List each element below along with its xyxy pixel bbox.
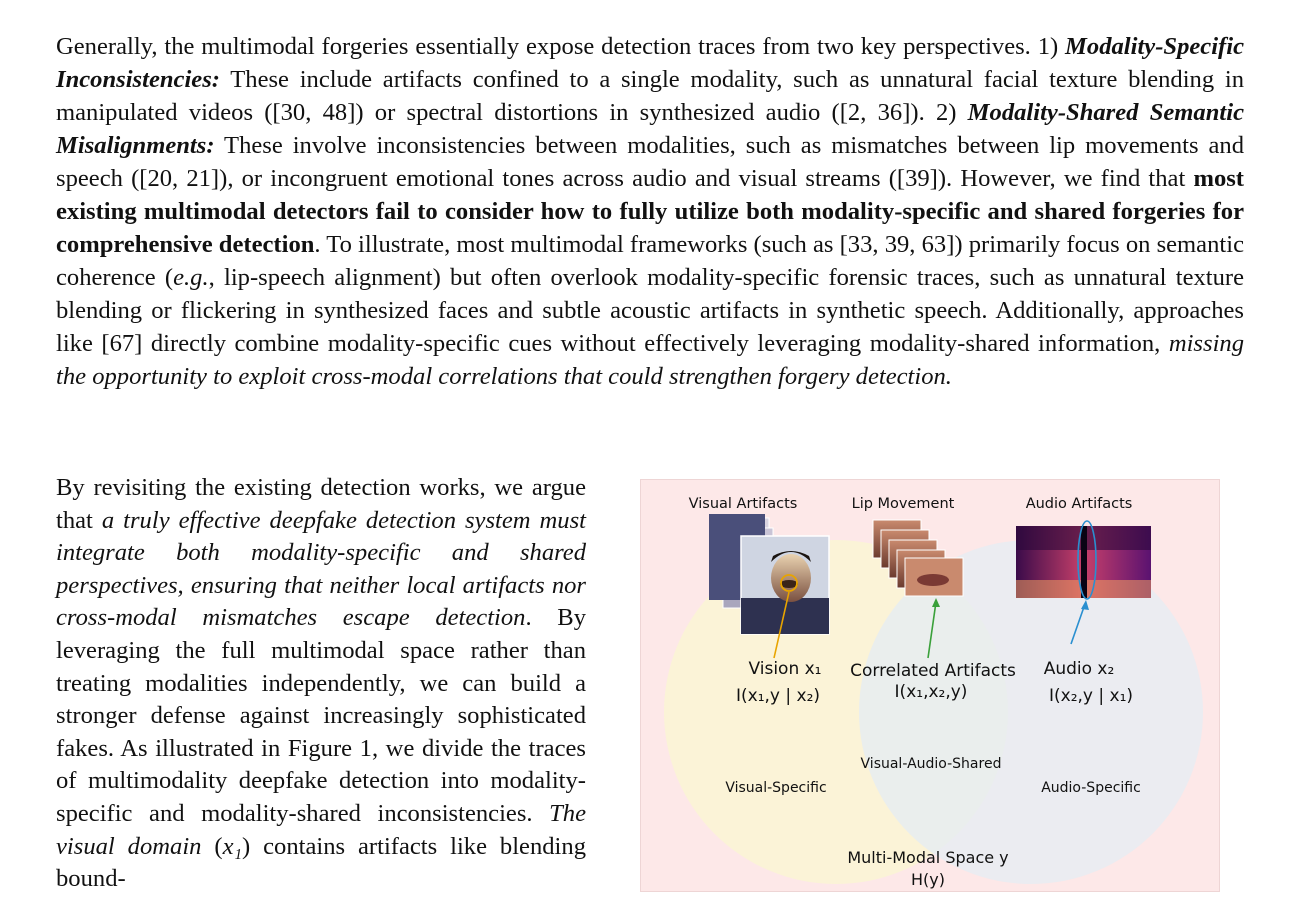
label-audio-artifacts: Audio Artifacts	[1025, 496, 1133, 512]
label-vision-mi: I(x₁,y | x₂)	[735, 686, 821, 706]
para2-math-x1: x₁	[222, 832, 243, 860]
para1-bold-claim: most existing multimodal detectors fail to consider how to fully utilize both modality-specific and shared forgeries for comprehensive detection	[56, 165, 1244, 258]
label-audio-mi: I(x₂,y | x₁)	[1048, 686, 1134, 706]
para1-text-2: These include artifacts confined to a single modality, such as unnatural facial texture blending in manipulated videos ([30, 48]) or spectral distortions in synthesized audio ([2, 36]). 2)	[56, 66, 1244, 126]
figure-1	[640, 479, 1220, 892]
para1-eg: e.g.	[173, 264, 209, 291]
label-visual-artifacts: Visual Artifacts	[688, 496, 798, 512]
spectrogram-image	[1016, 521, 1151, 599]
heading-modality-specific: Modality-Specific Inconsistencies:	[56, 33, 1244, 93]
para2-text-4: ) contains artifacts like blending bound-	[56, 832, 586, 893]
para2-text-3: (	[201, 832, 223, 860]
heading-modality-shared: Modality-Shared Semantic Misalignments:	[56, 99, 1244, 159]
label-multimodal-space: Multi-Modal Space y	[847, 848, 1009, 867]
label-audio-specific: Audio-Specific	[1041, 780, 1141, 796]
label-vision: Vision x₁	[748, 659, 822, 679]
para1-italic-end: missing the opportunity to exploit cross-modal correlations that could strengthen forgery detection.	[56, 330, 1244, 390]
label-visual-audio-shared: Visual-Audio-Shared	[860, 756, 1002, 772]
para2-italic: a truly effective deepfake detection system must integrate both modality-specific and shared perspectives, ensuring that neither local artifacts nor cross-modal mismatches escape detection	[56, 506, 586, 632]
label-visual-specific: Visual-Specific	[725, 780, 827, 796]
label-entropy: H(y)	[911, 870, 945, 889]
para2-italic-2: The visual domain	[56, 799, 586, 860]
label-correlated-mi: I(x₁,x₂,y)	[894, 682, 968, 702]
para1-text-4: . To illustrate, most multimodal frameworks (such as [33, 39, 63]) primarily focus on semantic coherence (	[56, 231, 1244, 291]
label-correlated-artifacts: Correlated Artifacts	[850, 661, 1016, 681]
para1-text-3: These involve inconsistencies between modalities, such as mismatches between lip movements and speech ([20, 21]), or incongruent emotional tones across audio and visual streams ([39]). However, we find that	[56, 132, 1244, 192]
paragraph-1	[56, 30, 1244, 393]
para2-text-2: . By leveraging the full multimodal space rather than treating modalities independently, we can build a stronger defense against increasingly sophisticated fakes. As illustrated in Figure 1, we divide the traces of multimodality deepfake detection into modality-specific and modality-shared inconsistencies.	[56, 604, 586, 827]
label-lip-movement: Lip Movement	[851, 496, 955, 512]
label-audio: Audio x₂	[1043, 659, 1115, 679]
para2-text-1: By revisiting the existing detection works, we argue that	[56, 474, 586, 534]
para1-text-1: Generally, the multimodal forgeries essentially expose detection traces from two key perspectives. 1)	[56, 33, 1066, 60]
paragraph-2	[56, 472, 586, 896]
para1-text-5: , lip-speech alignment) but often overlook modality-specific forensic traces, such as unnatural texture blending or flickering in synthesized faces and subtle acoustic artifacts in synthetic speech. Additionally, approaches like [67] directly combine modality-specific cues without effectively leveraging modality-shared information,	[56, 264, 1245, 357]
figure-svg	[641, 480, 1220, 892]
